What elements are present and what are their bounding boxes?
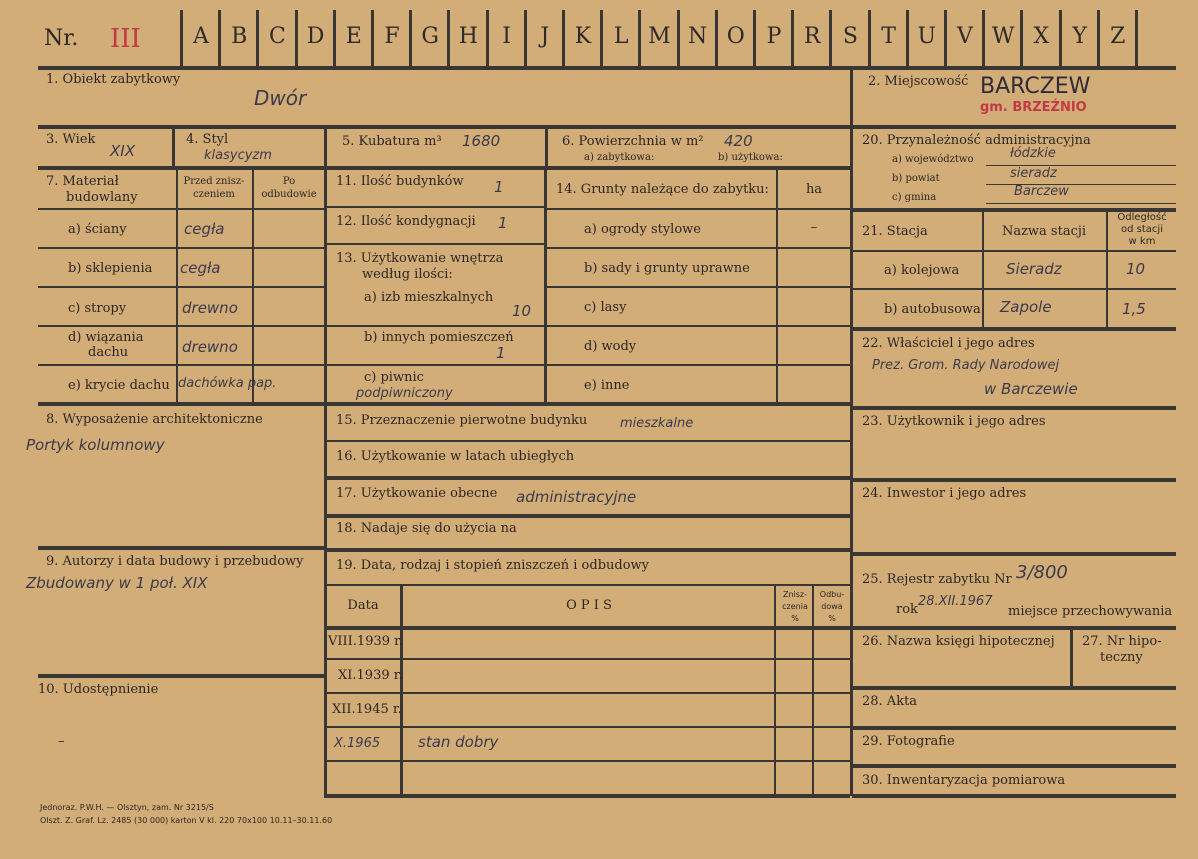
f17-value: administracyjne bbox=[516, 488, 637, 506]
f13-c-label: c) piwnic bbox=[364, 370, 424, 385]
f5-label: 5. Kubatura m³ bbox=[342, 134, 442, 149]
f22-value-2: w Barczewie bbox=[984, 380, 1078, 398]
rule-29 bbox=[852, 764, 1176, 768]
f13-label-2: według ilości: bbox=[362, 267, 453, 282]
f19-col-rebuild-2: dowa bbox=[821, 602, 843, 611]
rule-26 bbox=[852, 686, 1176, 690]
rule-28 bbox=[852, 726, 1176, 730]
index-letter: A bbox=[193, 24, 209, 49]
f5-value: 1680 bbox=[462, 132, 501, 150]
index-letter: M bbox=[648, 24, 671, 49]
f11-label: 11. Ilość budynków bbox=[336, 174, 464, 189]
f10-value: – bbox=[58, 734, 65, 749]
rule-19-bottom bbox=[324, 794, 850, 798]
f8-label: 8. Wyposażenie architektoniczne bbox=[46, 412, 263, 427]
f13-a-label: a) izb mieszkalnych bbox=[364, 290, 494, 305]
index-letter: E bbox=[345, 24, 362, 49]
f21-col-dist-1: Odległość bbox=[1117, 212, 1167, 223]
f19-divider-date bbox=[400, 586, 403, 796]
f21-col-divider-1 bbox=[982, 210, 984, 328]
f21-a-dist: 10 bbox=[1126, 260, 1146, 278]
index-letter: H bbox=[458, 24, 478, 49]
f7-row-a-label: a) ściany bbox=[68, 222, 127, 237]
f18-label: 18. Nadaje się do użycia na bbox=[336, 521, 517, 536]
index-letter: Z bbox=[1110, 24, 1126, 49]
f2-value-2: gm. BRZEŹNIO bbox=[980, 100, 1087, 115]
rule-13a bbox=[324, 325, 544, 327]
f25-rok-label: rok bbox=[896, 602, 918, 617]
f14-col-divider bbox=[776, 168, 778, 402]
f19-row-4-date: X.1965 bbox=[334, 736, 381, 751]
f11-value: 1 bbox=[494, 178, 504, 196]
f19-col-rebuild-1: Odbu- bbox=[819, 590, 845, 599]
rule-16 bbox=[324, 476, 850, 480]
f7-col-after-2: odbudowie bbox=[261, 189, 317, 200]
rule-15 bbox=[324, 440, 850, 442]
f21-a-name: Sieradz bbox=[1006, 260, 1062, 278]
index-letter: J bbox=[540, 24, 550, 49]
f3-label: 3. Wiek bbox=[46, 132, 96, 147]
f19-col-rebuild-3: % bbox=[828, 614, 836, 623]
f19-row-3-date: XII.1945 r. bbox=[332, 702, 402, 717]
rule-3 bbox=[38, 166, 324, 170]
rule-5 bbox=[324, 166, 850, 170]
f20-b-label: b) powiat bbox=[892, 173, 940, 184]
f14-row-a-value: – bbox=[810, 220, 818, 235]
f12-label: 12. Ilość kondygnacji bbox=[336, 214, 476, 229]
f16-label: 16. Użytkowanie w latach ubiegłych bbox=[336, 449, 575, 464]
rule-25 bbox=[852, 626, 1176, 630]
index-letter: G bbox=[421, 24, 439, 49]
f2-value: BARCZEW bbox=[980, 74, 1091, 99]
index-letter: L bbox=[613, 24, 629, 49]
f19-row-2-date: XI.1939 r. bbox=[338, 668, 403, 683]
f7-row-d-value: drewno bbox=[182, 338, 238, 356]
f14-row-a-label: a) ogrody stylowe bbox=[584, 222, 701, 237]
f7-row-d-label: d) wiązania bbox=[68, 330, 144, 345]
f13-a-value: 10 bbox=[512, 302, 532, 320]
f28-label: 28. Akta bbox=[862, 694, 918, 709]
f9-value: Zbudowany w 1 poł. XIX bbox=[26, 574, 208, 592]
f22-value-1: Prez. Grom. Rady Narodowej bbox=[872, 358, 1060, 373]
f19-col-destr-3: % bbox=[791, 614, 799, 623]
f21-col-dist-2: od stacji bbox=[1121, 224, 1163, 235]
index-letter: B bbox=[231, 24, 248, 49]
f3-value: XIX bbox=[110, 142, 135, 160]
f13-b-value: 1 bbox=[496, 344, 506, 362]
f7-row-a-value: cegła bbox=[184, 220, 225, 238]
rule-21a bbox=[852, 288, 1176, 290]
f27-label-1: 27. Nr hipo- bbox=[1082, 634, 1162, 649]
rule-14a bbox=[546, 247, 850, 249]
f20-label: 20. Przynależność administracyjna bbox=[862, 133, 1091, 148]
f1-label: 1. Obiekt zabytkowy bbox=[46, 72, 181, 87]
f21-col-name: Nazwa stacji bbox=[1001, 224, 1087, 239]
index-letter: P bbox=[766, 24, 782, 49]
rule-20c bbox=[986, 203, 1176, 204]
f20-b-value: sieradz bbox=[1010, 166, 1057, 181]
f6-b-label: b) użytkowa: bbox=[718, 152, 783, 163]
f7-row-d-label-2: dachu bbox=[88, 345, 129, 360]
rule-19-r4 bbox=[324, 760, 850, 762]
rule-18 bbox=[324, 548, 850, 552]
rule-2 bbox=[852, 125, 1176, 129]
f19-divider-desc bbox=[774, 586, 776, 796]
rule-21 bbox=[852, 327, 1176, 331]
rule-17 bbox=[324, 514, 850, 518]
f25-nr-value: 3/800 bbox=[1016, 562, 1068, 583]
f23-label: 23. Użytkownik i jego adres bbox=[862, 414, 1046, 429]
index-letter: O bbox=[726, 24, 745, 49]
rule-19-r1 bbox=[324, 658, 850, 660]
f17-label: 17. Użytkowanie obecne bbox=[336, 486, 498, 501]
rule-7c bbox=[38, 325, 324, 327]
f6-label: 6. Powierzchnia w m² bbox=[562, 134, 704, 149]
f7-row-b-label: b) sklepienia bbox=[68, 261, 153, 276]
header-rule bbox=[38, 66, 1176, 70]
f12-value: 1 bbox=[498, 214, 508, 232]
f19-divider-destr bbox=[812, 586, 814, 796]
f21-a-label: a) kolejowa bbox=[884, 263, 960, 278]
f30-label: 30. Inwentaryzacja pomiarowa bbox=[862, 773, 1066, 788]
f21-col-divider-2 bbox=[1106, 210, 1108, 328]
index-letter: K bbox=[574, 24, 592, 49]
index-letter: F bbox=[384, 24, 400, 49]
f13-label-1: 13. Użytkowanie wnętrza bbox=[336, 251, 504, 266]
f4-label: 4. Styl bbox=[186, 132, 229, 147]
f7-col-before-2: czeniem bbox=[193, 189, 235, 200]
rule-22 bbox=[852, 406, 1176, 410]
f19-col-destr-2: czenia bbox=[782, 602, 808, 611]
letter-divider bbox=[1135, 10, 1138, 66]
rule-9 bbox=[38, 674, 324, 678]
f6-value: 420 bbox=[724, 132, 753, 150]
f6-a-label: a) zabytkowa: bbox=[584, 152, 655, 163]
rule-23 bbox=[852, 478, 1176, 482]
rule-14c bbox=[546, 325, 850, 327]
f24-label: 24. Inwestor i jego adres bbox=[862, 486, 1027, 501]
f20-a-value: łódzkie bbox=[1010, 146, 1056, 161]
f7-row-e-value: dachówka pap. bbox=[178, 376, 277, 391]
f29-label: 29. Fotografie bbox=[862, 734, 955, 749]
f13-b-label: b) innych pomieszczeń bbox=[364, 330, 514, 345]
printer-line-1: Jednoraz. P.W.H. — Olsztyn, zam. Nr 3215/S bbox=[40, 803, 214, 812]
rule-19-r3 bbox=[324, 726, 850, 728]
f15-value: mieszkalne bbox=[620, 416, 694, 431]
f21-b-dist: 1,5 bbox=[1122, 300, 1146, 318]
rule-7a bbox=[38, 247, 324, 249]
divider-5-6 bbox=[545, 127, 548, 169]
f7-label-1: 7. Materiał bbox=[46, 174, 119, 189]
f25-label: 25. Rejestr zabytku Nr bbox=[862, 572, 1012, 587]
rule-1 bbox=[38, 125, 850, 129]
f14-unit: ha bbox=[805, 182, 823, 197]
rule-14-head bbox=[546, 208, 850, 210]
f8-value: Portyk kolumnowy bbox=[26, 436, 165, 454]
f25-rok-value: 28.XII.1967 bbox=[918, 594, 993, 609]
rule-7-head bbox=[38, 208, 324, 210]
index-letter: I bbox=[502, 24, 511, 49]
f13-c-value: podpiwniczony bbox=[356, 386, 453, 401]
f14-row-b-label: b) sady i grunty uprawne bbox=[584, 261, 750, 276]
index-letter: N bbox=[687, 24, 708, 49]
f27-label-2: teczny bbox=[1100, 650, 1143, 665]
rule-12 bbox=[324, 243, 544, 245]
f22-label: 22. Właściciel i jego adres bbox=[862, 336, 1035, 351]
f7-row-b-value: cegła bbox=[180, 259, 221, 277]
rule-7b bbox=[38, 286, 324, 288]
f14-row-e-label: e) inne bbox=[584, 378, 630, 393]
f7-row-c-label: c) stropy bbox=[68, 301, 127, 316]
f19-col-destr-1: Znisz- bbox=[782, 590, 808, 599]
f4-value: klasycyzm bbox=[204, 148, 272, 163]
nr-label: Nr. bbox=[44, 26, 79, 51]
rule-8 bbox=[38, 546, 324, 550]
f19-row-1-date: VIII.1939 r. bbox=[328, 634, 404, 649]
f20-c-value: Barczew bbox=[1014, 184, 1069, 199]
divider-26-27 bbox=[1070, 628, 1073, 688]
f21-col-dist-3: w km bbox=[1128, 236, 1156, 247]
index-letter: Y bbox=[1072, 24, 1087, 49]
f15-label: 15. Przeznaczenie pierwotne budynku bbox=[336, 413, 588, 428]
f10-label: 10. Udostępnienie bbox=[38, 682, 159, 697]
f26-label: 26. Nazwa księgi hipotecznej bbox=[862, 634, 1055, 649]
index-letter: V bbox=[957, 24, 973, 49]
f21-b-label: b) autobusowa bbox=[884, 302, 981, 317]
index-letter: C bbox=[268, 24, 286, 49]
f19-row-4-desc: stan dobry bbox=[418, 733, 499, 751]
index-letter: T bbox=[881, 24, 896, 49]
divider-3-4 bbox=[172, 127, 175, 169]
f20-a-label: a) województwo bbox=[892, 154, 974, 165]
printer-line-2: Olszt. Z. Graf. Lz. 2485 (30 000) karton V kl. 220 70x100 10.11–30.11.60 bbox=[40, 816, 333, 825]
nr-value: III bbox=[110, 24, 141, 54]
index-letter: S bbox=[842, 24, 858, 49]
f7-row-e-label: e) krycie dachu bbox=[68, 378, 170, 393]
rule-14d bbox=[546, 364, 850, 366]
f9-label: 9. Autorzy i data budowy i przebudowy bbox=[46, 554, 304, 569]
rule-21-head bbox=[852, 250, 1176, 252]
rule-14b bbox=[546, 286, 850, 288]
rule-7d bbox=[38, 364, 324, 366]
f2-label: 2. Miejscowość bbox=[868, 74, 969, 89]
f14-row-c-label: c) lasy bbox=[584, 300, 627, 315]
f25-place-label: miejsce przechowywania bbox=[1008, 604, 1173, 619]
f21-b-name: Zapole bbox=[1000, 298, 1052, 316]
f19-col-desc: O P I S bbox=[566, 598, 612, 613]
f1-value: Dwór bbox=[254, 86, 307, 110]
rule-24 bbox=[852, 552, 1176, 556]
f19-col-date: Data bbox=[347, 598, 379, 613]
rule-30 bbox=[852, 794, 1176, 798]
f21-label: 21. Stacja bbox=[862, 224, 928, 239]
index-letter: X bbox=[1033, 24, 1050, 49]
f14-label: 14. Grunty należące do zabytku: bbox=[556, 182, 769, 197]
rule-11 bbox=[324, 206, 544, 208]
f20-c-label: c) gmina bbox=[892, 192, 937, 203]
index-letter: W bbox=[991, 24, 1015, 49]
rule-13b bbox=[324, 364, 544, 366]
rule-19-r2 bbox=[324, 692, 850, 694]
f7-col-before-1: Przed znisz- bbox=[183, 176, 245, 187]
rule-13 bbox=[324, 402, 850, 406]
index-letter: R bbox=[803, 24, 821, 49]
f7-col-after-1: Po bbox=[282, 176, 296, 187]
index-letter: U bbox=[917, 24, 937, 49]
divider-4-5 bbox=[324, 127, 327, 797]
f7-label-2: budowlany bbox=[66, 190, 138, 205]
rule-7 bbox=[38, 402, 324, 406]
index-letter: D bbox=[306, 24, 325, 49]
f7-row-c-value: drewno bbox=[182, 299, 238, 317]
f19-label: 19. Data, rodzaj i stopień zniszczeń i odbudowy bbox=[336, 558, 650, 573]
f14-row-d-label: d) wody bbox=[584, 339, 637, 354]
